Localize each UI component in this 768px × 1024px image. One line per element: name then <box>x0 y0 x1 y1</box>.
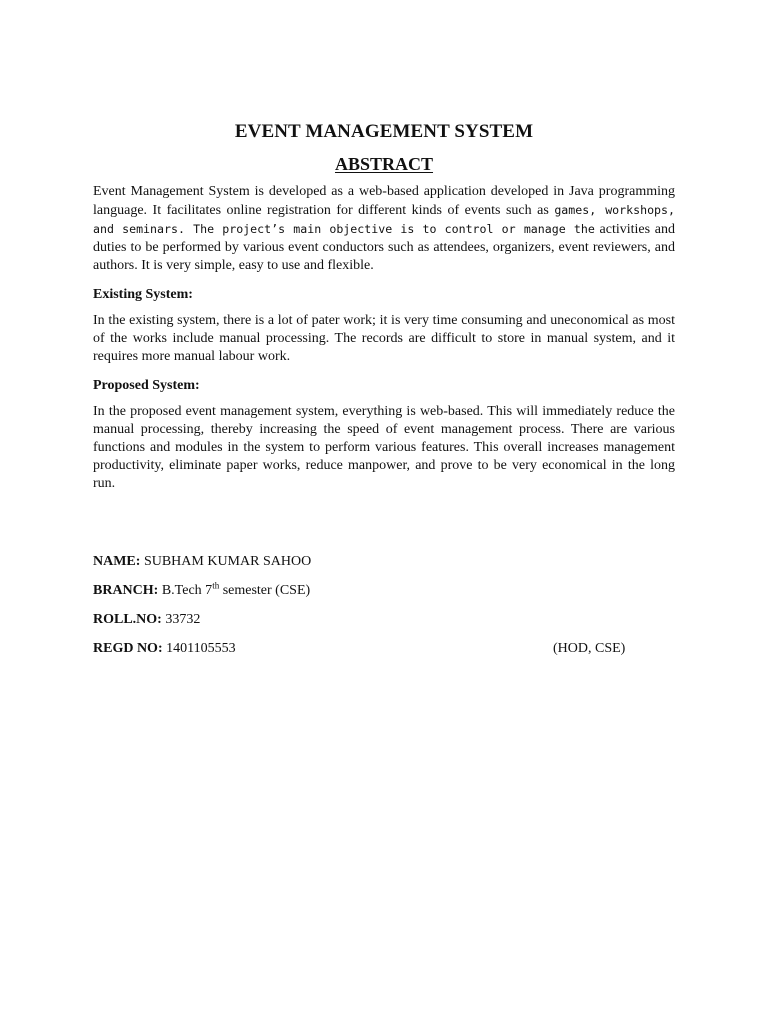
existing-system-paragraph: In the existing system, there is a lot of pater work; it is very time consuming and uneconomical as most of the works include manual processing. The records are difficult to store in manual system, and it requires more manual labour work. <box>93 313 675 364</box>
branch-row <box>93 582 675 600</box>
roll-label: ROLL.NO: <box>93 612 162 627</box>
regd-value: 1401105553 <box>162 641 236 656</box>
proposed-system-heading: Proposed System: <box>93 378 200 393</box>
hod-signature-label: (HOD, CSE) <box>553 641 626 656</box>
student-info <box>93 553 675 658</box>
regd-row <box>93 640 675 658</box>
abstract-heading-text: ABSTRACT <box>334 154 434 174</box>
name-label: NAME: <box>93 554 141 569</box>
abstract-heading <box>93 153 675 175</box>
abstract-text-part2: games, workshops, and seminars. The project’s main objective is to control or manage the <box>93 203 675 236</box>
abstract-text-part1: Event Management System is developed as a web-based application developed in Java programming language. It facilitates online registration for different kinds of events such as <box>93 184 675 218</box>
branch-label: BRANCH: <box>93 583 159 598</box>
branch-superscript: th <box>212 580 220 591</box>
branch-value-post: semester (CSE) <box>219 583 311 598</box>
roll-value: 33732 <box>161 612 201 627</box>
abstract-paragraph <box>93 183 675 275</box>
branch-value: B.Tech 7 <box>158 583 213 598</box>
document-page <box>93 120 675 669</box>
regd-label: REGD NO: <box>93 641 163 656</box>
existing-system-heading: Existing System: <box>93 287 193 302</box>
document-title: EVENT MANAGEMENT SYSTEM <box>234 121 534 142</box>
abstract-text-part3: activities and duties to be performed by various event conductors such as attendees, organizers, event reviewers, and authors. It is very simple, easy to use and flexible. <box>93 222 675 273</box>
name-row <box>93 553 675 571</box>
roll-row <box>93 611 675 629</box>
proposed-system-paragraph: In the proposed event management system, everything is web-based. This will immediately reduce the manual processing, thereby increasing the speed of event management process. There are various functions and modules in the system to perform various features. This overall increases management productivity, eliminate paper works, reduce manpower, and prove to be very economical in the long run. <box>93 404 675 491</box>
name-value: SUBHAM KUMAR SAHOO <box>140 554 312 569</box>
